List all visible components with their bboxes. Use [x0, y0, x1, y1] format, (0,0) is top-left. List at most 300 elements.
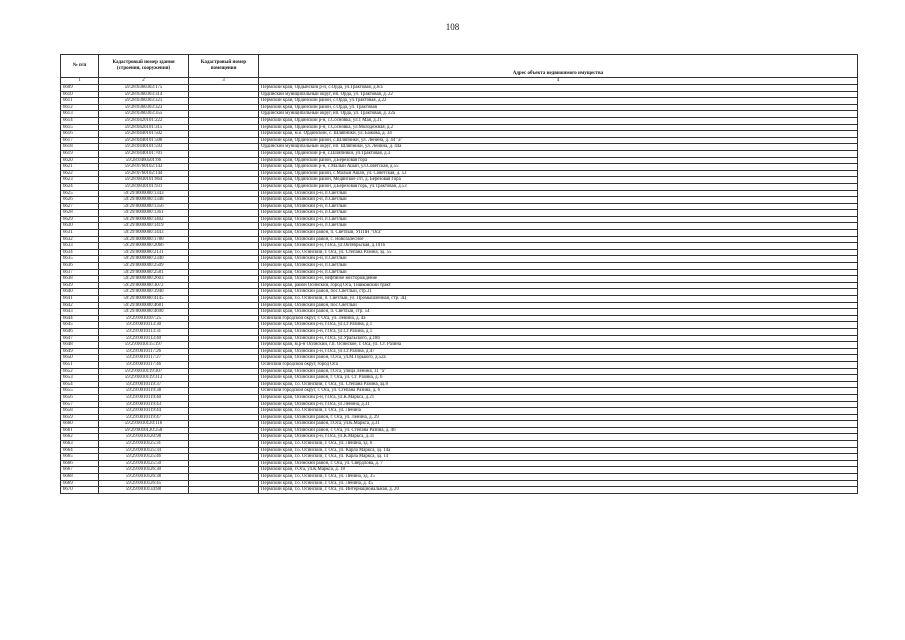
row-number: 6667: [61, 467, 99, 474]
row-number: 6648: [61, 342, 99, 349]
row-number: 6638: [61, 276, 99, 283]
row-number: 6614: [61, 117, 99, 124]
cadastral-number: 59:29:0010120:98: [99, 434, 189, 441]
table-row: [61, 111, 858, 118]
cadastral-number: 59:28:0460501:66: [99, 157, 189, 164]
table-row: [61, 361, 858, 368]
address: Ординский муниципальный округ, нп. Орда, ул. Трактовая, д. 22: [259, 91, 858, 98]
cadastral-number: 59:28:0420101:315: [99, 124, 189, 131]
room-cadastral-number: [189, 388, 259, 395]
address: Пермский край, Ординский район, д.Березовая гора: [259, 157, 858, 164]
table-row: [61, 348, 858, 355]
table-row: [61, 223, 858, 230]
cadastral-number: 59:29:0010120:258: [99, 427, 189, 434]
column-number: 2: [99, 78, 189, 85]
cadastral-number: 59:29:0010125:31: [99, 441, 189, 448]
cadastral-number: 59:29:0000000:1780: [99, 236, 189, 243]
row-number: 6643: [61, 309, 99, 316]
row-number: 6628: [61, 210, 99, 217]
row-number: 6657: [61, 401, 99, 408]
header-cad-room: Кадастровый номер помещения: [189, 55, 259, 78]
cadastral-number: 59:29:0000000:2581: [99, 269, 189, 276]
cadastral-number: 59:29:0000000:2340: [99, 256, 189, 263]
row-number: 6654: [61, 381, 99, 388]
room-cadastral-number: [189, 289, 259, 296]
table-row: [61, 263, 858, 270]
row-number: 6615: [61, 124, 99, 131]
address: Пермский край, Осинский район, г.Оса, ул.К.Маркса, д.31: [259, 421, 858, 428]
table-row: [61, 243, 858, 250]
cadastral-number: 59:29:0000000:4681: [99, 302, 189, 309]
cadastral-number: 59:28:0360303:323: [99, 104, 189, 111]
row-number: 6631: [61, 230, 99, 237]
row-number: 6629: [61, 216, 99, 223]
cadastral-number: 59:28:0830101:864: [99, 177, 189, 184]
address: Пермский край, Осинский р-н, г.Оса, ул.Уральского, д.18б: [259, 335, 858, 342]
cadastral-number: 59:29:0000000:1419: [99, 223, 189, 230]
cadastral-number: 59:29:0010119:38: [99, 388, 189, 395]
address: Ординский муниципальный округ, нп. Шляпники, ул. Ленина, д. 44а: [259, 144, 858, 151]
cadastral-number: 59:29:0010126:30: [99, 467, 189, 474]
address: Пермский край, Осинский р-н, п.Светлый: [259, 256, 858, 263]
row-number: 6621: [61, 164, 99, 171]
header-address: Адрес объекта недвижимого имущества: [259, 55, 858, 78]
cadastral-number: 59:29:0010115:197: [99, 342, 189, 349]
table-row: [61, 309, 858, 316]
table-row: [61, 487, 858, 494]
room-cadastral-number: [189, 263, 259, 270]
address: Пермский край, Осинский район, г.Оса, ул.М.Горького, д.52а: [259, 355, 858, 362]
room-cadastral-number: [189, 177, 259, 184]
table-row: [61, 230, 858, 237]
table-row: [61, 296, 858, 303]
row-number: 6664: [61, 447, 99, 454]
header-cad-building: Кадастровый номер здания (строения, сооружения): [99, 55, 189, 78]
cadastral-number: 59:29:0000000:1356: [99, 203, 189, 210]
room-cadastral-number: [189, 197, 259, 204]
address: Пермский край, Ординский р-н, с.Сосновка, ул.Молодежная, д.2: [259, 124, 858, 131]
table-row: [61, 427, 858, 434]
room-cadastral-number: [189, 269, 259, 276]
room-cadastral-number: [189, 170, 259, 177]
cadastral-number: 59:29:0010134:88: [99, 487, 189, 494]
address: Пермский край, г.о. Осинский, г. Оса, ул. Степана Разина, зд. 55: [259, 249, 858, 256]
row-number: 6619: [61, 150, 99, 157]
row-number: 6623: [61, 177, 99, 184]
address: Пермский край, Осинский район, г. Оса, ул. Степана Разина, д. 46: [259, 427, 858, 434]
room-cadastral-number: [189, 203, 259, 210]
room-cadastral-number: [189, 91, 259, 98]
cadastral-number: 59:29:0010113:31: [99, 328, 189, 335]
cadastral-number: 59:28:0360303:175: [99, 85, 189, 92]
column-number: 4: [259, 78, 858, 85]
address: Пермский край, Ординский район, Медянское с/п, д. Березовая Гора: [259, 177, 858, 184]
address: Пермский край, Осинский р-н, п.Светлый: [259, 269, 858, 276]
table-row: [61, 91, 858, 98]
cadastral-number: 59:29:0010119:44: [99, 408, 189, 415]
row-number: 6630: [61, 223, 99, 230]
address: Пермский край, г.о. Осинский, г. Оса, ул. Карла Маркса, зд. 14: [259, 454, 858, 461]
table-row: [61, 137, 858, 144]
room-cadastral-number: [189, 322, 259, 329]
cadastral-number: 59:29:0000000:2603: [99, 276, 189, 283]
room-cadastral-number: [189, 427, 259, 434]
address: Пермский край, м.о. Ординский, с. Шляпники, ул. Бажова, д. 34: [259, 131, 858, 138]
row-number: 6662: [61, 434, 99, 441]
table-row: [61, 203, 858, 210]
row-number: 6636: [61, 263, 99, 270]
room-cadastral-number: [189, 249, 259, 256]
table-row: [61, 190, 858, 197]
row-number: 6656: [61, 394, 99, 401]
room-cadastral-number: [189, 474, 259, 481]
address: Пермский край, г.о. Осинский, г. Оса, ул. Интернациональная, д. 20: [259, 487, 858, 494]
address: Пермский край, Осинский район, г.Оса, улица Ленина, 31 "а": [259, 368, 858, 375]
address: Пермский край, Ординский р-н, с.Шляпники, ул.Трактовая, д.3: [259, 150, 858, 157]
row-number: 6645: [61, 322, 99, 329]
table-row: [61, 236, 858, 243]
room-cadastral-number: [189, 85, 259, 92]
room-cadastral-number: [189, 150, 259, 157]
row-number: 6651: [61, 361, 99, 368]
table-row: [61, 414, 858, 421]
address: Пермский край, г.о. Осинский, г. Оса, ул. Ленина, зд. 6: [259, 441, 858, 448]
room-cadastral-number: [189, 335, 259, 342]
room-cadastral-number: [189, 210, 259, 217]
address: Пермский край, г.о. Осинский, г. Оса, ул. Ленина, д. 45: [259, 480, 858, 487]
room-cadastral-number: [189, 144, 259, 151]
address: Пермский край, Осинский район, с. Новозалесное: [259, 236, 858, 243]
room-cadastral-number: [189, 375, 259, 382]
column-number: 1: [61, 78, 99, 85]
row-number: 6612: [61, 104, 99, 111]
room-cadastral-number: [189, 441, 259, 448]
row-number: 6609: [61, 85, 99, 92]
row-number: 6616: [61, 131, 99, 138]
table-header: [61, 55, 858, 85]
address: Пермский край, г.о. Осинский, п. Светлый, ул. Промышленная, стр. 3Ц: [259, 296, 858, 303]
cadastral-number: 59:29:0000000:3940: [99, 289, 189, 296]
row-number: 6633: [61, 243, 99, 250]
address: Пермский край, Осинский р-н, п.Светлый: [259, 216, 858, 223]
row-number: 6652: [61, 368, 99, 375]
table-row: [61, 434, 858, 441]
row-number: 6644: [61, 315, 99, 322]
page-number: 108: [445, 22, 460, 32]
table-row: [61, 335, 858, 342]
table-row: [61, 282, 858, 289]
address: Пермский край, м.р-н Осинский, г.п. Осинское, г. Оса, ул. Ст. Разина: [259, 342, 858, 349]
address: Ординский муниципальный округ, нп. Орда, ул. Трактовая, д. 22а: [259, 111, 858, 118]
address: Пермский край, Осинский район, п. Светлый, стр. 54: [259, 309, 858, 316]
table-row: [61, 164, 858, 171]
table-row: [61, 408, 858, 415]
address: Пермский край, Осинский район, пос.Светлый, стр.31: [259, 289, 858, 296]
table-row: [61, 421, 858, 428]
table-row: [61, 375, 858, 382]
cadastral-number: 59:28:0360303:321: [99, 98, 189, 105]
table-row: [61, 368, 858, 375]
room-cadastral-number: [189, 408, 259, 415]
row-number: 6622: [61, 170, 99, 177]
room-cadastral-number: [189, 460, 259, 467]
address: Пермский край, г.о. Осинский, г. Оса, ул. Ленина, зд. 35: [259, 474, 858, 481]
row-number: 6659: [61, 414, 99, 421]
address: Пермский край, Осинский район, п. Светлый, УППН "Оса": [259, 230, 858, 237]
room-cadastral-number: [189, 111, 259, 118]
cadastral-number: 59:29:0010126:38: [99, 474, 189, 481]
row-number: 6655: [61, 388, 99, 395]
cadastral-number: 59:29:0010117:26: [99, 348, 189, 355]
address: Пермский край, Ординский район, д.Березовая горь, ул.Трактовая, д.53: [259, 183, 858, 190]
room-cadastral-number: [189, 164, 259, 171]
table-row: [61, 216, 858, 223]
table-row: [61, 401, 858, 408]
address: Осинский городской округ, г. Оса, ул. Ленина, д. 4а: [259, 315, 858, 322]
cadastral-number: 59:29:0000000:1361: [99, 210, 189, 217]
table-row: [61, 276, 858, 283]
address: Пермский край, Осинский р-н, п.Светлый: [259, 203, 858, 210]
room-cadastral-number: [189, 467, 259, 474]
row-number: 6653: [61, 375, 99, 382]
table-row: [61, 441, 858, 448]
cadastral-number: 59:28:0760102:144: [99, 170, 189, 177]
table-row: [61, 197, 858, 204]
cadastral-number: 59:29:0010107:25: [99, 315, 189, 322]
cadastral-number: 59:28:0420101:222: [99, 117, 189, 124]
room-cadastral-number: [189, 98, 259, 105]
cadastral-number: 59:29:0010117:46: [99, 361, 189, 368]
table-body: [61, 85, 858, 494]
address: Пермский край, Осинский р-н, п.Светлый: [259, 210, 858, 217]
cadastral-number: 59:29:0010119:307: [99, 368, 189, 375]
cadastral-number: 59:29:0010113:40: [99, 335, 189, 342]
room-cadastral-number: [189, 302, 259, 309]
row-number: 6635: [61, 256, 99, 263]
row-number: 6668: [61, 474, 99, 481]
address: Пермский край, Осинский р-н, г.Оса, ул.Ст.Разина, д.1: [259, 328, 858, 335]
address: Пермский край, Осинский р-н, п.Светлый: [259, 223, 858, 230]
header-num: № п/п: [61, 55, 99, 78]
row-number: 6637: [61, 269, 99, 276]
address: Пермский край, Ординский район, с.Орда, ул.Трактовая, д.22: [259, 98, 858, 105]
table-row: [61, 394, 858, 401]
room-cadastral-number: [189, 447, 259, 454]
room-cadastral-number: [189, 131, 259, 138]
address: Пермский край, Осинский р-н, г.Оса, ул.Октябрьская, д.101б: [259, 243, 858, 250]
room-cadastral-number: [189, 117, 259, 124]
row-number: 6639: [61, 282, 99, 289]
row-number: 6658: [61, 408, 99, 415]
cadastral-number: 59:29:0000000:1443: [99, 230, 189, 237]
table-row: [61, 249, 858, 256]
table-row: [61, 355, 858, 362]
table-row: [61, 104, 858, 111]
row-number: 6618: [61, 144, 99, 151]
address: Пермский край, Осинский район, г. Оса, ул. Ст. Разина, д. 6: [259, 375, 858, 382]
row-number: 6613: [61, 111, 99, 118]
room-cadastral-number: [189, 296, 259, 303]
cadastral-number: 59:29:0010119:47: [99, 414, 189, 421]
address: Пермский край, Осинский р-н, п.Светлый: [259, 263, 858, 270]
table-row: [61, 460, 858, 467]
table-row: [61, 315, 858, 322]
room-cadastral-number: [189, 315, 259, 322]
row-number: 6661: [61, 427, 99, 434]
cadastral-number: 59:29:0000000:2066: [99, 243, 189, 250]
row-number: 6642: [61, 302, 99, 309]
cadastral-number: 59:29:0010119:37: [99, 381, 189, 388]
cadastral-number: 59:29:0000000:2509: [99, 263, 189, 270]
row-number: 6634: [61, 249, 99, 256]
row-number: 6650: [61, 355, 99, 362]
room-cadastral-number: [189, 223, 259, 230]
table-row: [61, 447, 858, 454]
room-cadastral-number: [189, 190, 259, 197]
room-cadastral-number: [189, 236, 259, 243]
table-row: [61, 98, 858, 105]
room-cadastral-number: [189, 124, 259, 131]
room-cadastral-number: [189, 309, 259, 316]
cadastral-number: 59:28:0760102:143: [99, 164, 189, 171]
table-row: [61, 144, 858, 151]
row-number: 6669: [61, 480, 99, 487]
room-cadastral-number: [189, 361, 259, 368]
table-row: [61, 381, 858, 388]
row-number: 6641: [61, 296, 99, 303]
table-row: [61, 131, 858, 138]
address: Пермский край, г.о. Осинский, г. Оса, ул. Карла Маркса, зд. 14а: [259, 447, 858, 454]
cadastral-number: 59:29:0000000:1348: [99, 197, 189, 204]
table-row: [61, 454, 858, 461]
room-cadastral-number: [189, 348, 259, 355]
room-cadastral-number: [189, 243, 259, 250]
cadastral-number: 59:29:0000000:3072: [99, 282, 189, 289]
column-number: 3: [189, 78, 259, 85]
address: Пермский край, Ординский район, с.Малый Ашап, ул. Советская, д. 53: [259, 170, 858, 177]
cadastral-number: 59:29:0010125:46: [99, 454, 189, 461]
table-row: [61, 322, 858, 329]
room-cadastral-number: [189, 328, 259, 335]
cadastral-number: 59:28:0440101:502: [99, 131, 189, 138]
row-number: 6617: [61, 137, 99, 144]
room-cadastral-number: [189, 104, 259, 111]
row-number: 6632: [61, 236, 99, 243]
room-cadastral-number: [189, 414, 259, 421]
room-cadastral-number: [189, 355, 259, 362]
table-row: [61, 480, 858, 487]
table-row: [61, 170, 858, 177]
room-cadastral-number: [189, 230, 259, 237]
row-number: 6647: [61, 335, 99, 342]
room-cadastral-number: [189, 342, 259, 349]
cadastral-number: 59:29:0010125:34: [99, 447, 189, 454]
room-cadastral-number: [189, 401, 259, 408]
room-cadastral-number: [189, 256, 259, 263]
cadastral-number: 59:28:0830101:931: [99, 183, 189, 190]
address: Пермский край, Осинский район, г. Оса, ул. Свердлова, д. 7: [259, 460, 858, 467]
room-cadastral-number: [189, 137, 259, 144]
row-number: 6646: [61, 328, 99, 335]
address: Пермский край, Осинский р-н, г.Оса, ул.Ст.Разина, д.47: [259, 348, 858, 355]
table-row: [61, 85, 858, 92]
row-number: 6665: [61, 454, 99, 461]
address: Пермский край, Осинский район, пос.Светлый: [259, 302, 858, 309]
address: Пермский край, Осинский район, г. Оса, ул. Ленина, д. 29: [259, 414, 858, 421]
address: Пермский край, Осинский р-н, г.Оса, ул.К.Маркса, д.31: [259, 434, 858, 441]
address: Пермский край, г.Оса, ул.К.Маркса, д. 18: [259, 467, 858, 474]
row-number: 6649: [61, 348, 99, 355]
address: Пермский край, Ординский р-н, с.Сосновка, ул.1 Мая, д.31: [259, 117, 858, 124]
cadastral-number: 59:29:0010119:43: [99, 401, 189, 408]
address: Пермский край, Ординский р-н, с.Малый Ашап, ул.Советская, д.55: [259, 164, 858, 171]
cadastral-number: 59:29:0000000:4690: [99, 309, 189, 316]
address: Пермский край, Ордынский р-н, с.Орда, ул.Трактовая, д.6/а: [259, 85, 858, 92]
table-row: [61, 388, 858, 395]
row-number: 6663: [61, 441, 99, 448]
address: Пермский край, Ординский район, с.Шляпники, ул. Ленина, д. 44 "а": [259, 137, 858, 144]
table-row: [61, 467, 858, 474]
table-row: [61, 328, 858, 335]
address: Пермский край, Осинский р-н, нефтяное месторождение: [259, 276, 858, 283]
table-row: [61, 150, 858, 157]
cadastral-number: 59:29:0010120:116: [99, 421, 189, 428]
address: Пермский край, район Осинский, город Оса, Тишковский тракт: [259, 282, 858, 289]
address: Пермский край, Осинский р-н, г.Оса, ул.К.Маркса, д.21: [259, 394, 858, 401]
cadastral-number: 59:29:0000000:1402: [99, 216, 189, 223]
row-number: 6627: [61, 203, 99, 210]
room-cadastral-number: [189, 368, 259, 375]
row-number: 6670: [61, 487, 99, 494]
column-number-row: [61, 78, 858, 85]
row-number: 6610: [61, 91, 99, 98]
cadastral-number: 59:29:0000000:1343: [99, 190, 189, 197]
table-row: [61, 269, 858, 276]
room-cadastral-number: [189, 394, 259, 401]
cadastral-number: 59:29:0010113:30: [99, 322, 189, 329]
address: Пермский край, Осинский р-н, п.Светлый: [259, 190, 858, 197]
room-cadastral-number: [189, 276, 259, 283]
address: Осинский городской округ, город Оса: [259, 361, 858, 368]
cadastral-number: 59:28:0440101:593: [99, 144, 189, 151]
address: Пермский край, Осинский р-н, г.Оса, ул.Ст.Разина, д.1: [259, 322, 858, 329]
cadastral-number: 59:29:0010125:50: [99, 460, 189, 467]
row-number: 6666: [61, 460, 99, 467]
address: Осинский городской округ, г. Оса, ул. Степана Разина, д. 6: [259, 388, 858, 395]
table-row: [61, 124, 858, 131]
table-row: [61, 117, 858, 124]
cadastral-number: 59:29:0010119:313: [99, 375, 189, 382]
cadastral-number: 59:29:0000000:4145: [99, 296, 189, 303]
address: Пермский край, Осинский р-н, п.Светлый: [259, 197, 858, 204]
address: Пермский край, г.о. Осинский, г. Оса, ул. Степана Разина, зд.8: [259, 381, 858, 388]
row-number: 6640: [61, 289, 99, 296]
cadastral-number: 59:29:0010119:40: [99, 394, 189, 401]
table-row: [61, 256, 858, 263]
cadastral-number: 59:29:0000000:2131: [99, 249, 189, 256]
property-table: [60, 54, 858, 494]
row-number: 6660: [61, 421, 99, 428]
table-row: [61, 302, 858, 309]
room-cadastral-number: [189, 454, 259, 461]
cadastral-number: 59:28:0360303:355: [99, 111, 189, 118]
row-number: 6625: [61, 190, 99, 197]
room-cadastral-number: [189, 381, 259, 388]
room-cadastral-number: [189, 480, 259, 487]
room-cadastral-number: [189, 434, 259, 441]
room-cadastral-number: [189, 216, 259, 223]
table-row: [61, 177, 858, 184]
